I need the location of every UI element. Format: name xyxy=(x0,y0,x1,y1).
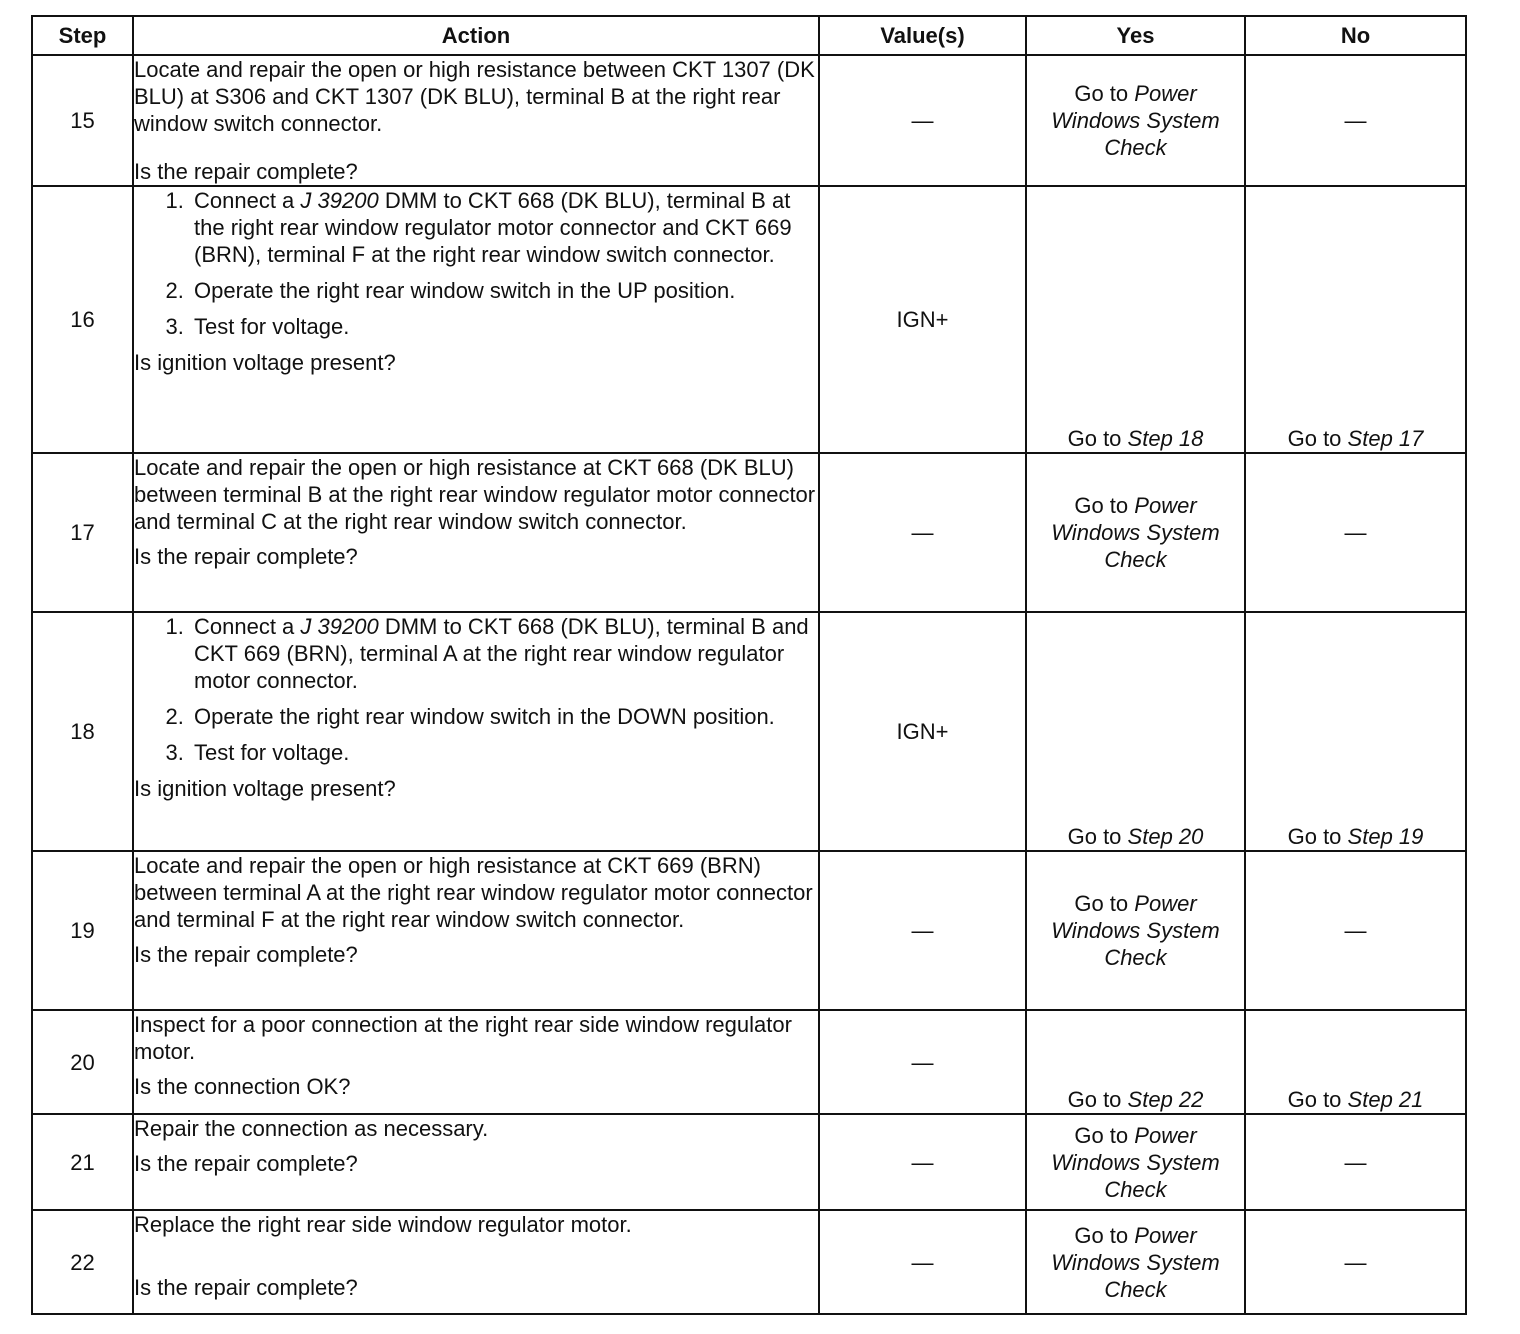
no-text: — xyxy=(1344,918,1367,943)
yes-cell xyxy=(1026,851,1245,1010)
action-step: 2. Operate the right rear window switch in the DOWN position. xyxy=(190,703,818,730)
step-number: 15 xyxy=(32,55,133,186)
yes-cell xyxy=(1026,1210,1245,1314)
no-cell xyxy=(1245,1114,1466,1210)
table-row xyxy=(32,1210,1466,1314)
action-question: Is the repair complete? xyxy=(134,942,358,967)
yes-prefix: Go to xyxy=(1074,1222,1129,1248)
no-prefix: Go to xyxy=(1287,1087,1342,1112)
action-step: 3. Test for voltage. xyxy=(190,739,818,766)
yes-cell xyxy=(1026,55,1245,186)
no-cell xyxy=(1245,453,1466,612)
action-question: Is ignition voltage present? xyxy=(134,776,396,801)
yes-ref: Power Windows System Check xyxy=(1051,891,1220,970)
step-number: 21 xyxy=(32,1114,133,1210)
step-number: 22 xyxy=(32,1210,133,1314)
yes-prefix: Go to xyxy=(1074,81,1129,106)
step-number: 17 xyxy=(32,453,133,612)
action-cell xyxy=(133,55,819,186)
header-yes: Yes xyxy=(1026,16,1245,55)
yes-ref: Step 22 xyxy=(1127,1087,1204,1112)
yes-cell xyxy=(1026,1114,1245,1210)
header-row xyxy=(32,16,1466,55)
no-cell xyxy=(1245,851,1466,1010)
yes-cell xyxy=(1026,453,1245,612)
value-cell: — xyxy=(819,1010,1026,1114)
action-steps xyxy=(134,187,818,340)
header-step: Step xyxy=(32,16,133,55)
action-question: Is the repair complete? xyxy=(134,1275,358,1300)
action-question: Is ignition voltage present? xyxy=(134,350,396,375)
value-cell: — xyxy=(819,1114,1026,1210)
yes-ref: Step 18 xyxy=(1127,426,1204,451)
yes-prefix: Go to xyxy=(1074,1122,1129,1148)
yes-prefix: Go to xyxy=(1074,493,1129,518)
action-text: Locate and repair the open or high resistance between CKT 1307 (DK BLU) at S306 and CKT 1307 (DK BLU), terminal B at the right rear window switch connector. xyxy=(134,57,815,136)
action-cell xyxy=(133,186,819,453)
yes-ref: Power Windows System Check xyxy=(1051,81,1220,160)
action-question: Is the repair complete? xyxy=(134,159,358,184)
no-ref: Step 19 xyxy=(1347,824,1424,849)
table-row xyxy=(32,186,1466,453)
action-question: Is the repair complete? xyxy=(134,544,358,569)
value-cell: IGN+ xyxy=(819,186,1026,453)
header-action: Action xyxy=(133,16,819,55)
header-values: Value(s) xyxy=(819,16,1026,55)
step-number: 19 xyxy=(32,851,133,1010)
action-cell xyxy=(133,1210,819,1314)
action-text: Repair the connection as necessary. xyxy=(134,1116,489,1141)
action-steps xyxy=(134,613,818,766)
yes-prefix: Go to xyxy=(1067,426,1122,451)
no-ref: Step 21 xyxy=(1347,1087,1424,1112)
action-text: Replace the right rear side window regulator motor. xyxy=(134,1212,632,1237)
action-cell xyxy=(133,453,819,612)
no-cell xyxy=(1245,55,1466,186)
table-row xyxy=(32,1114,1466,1210)
table-row xyxy=(32,453,1466,612)
no-text: — xyxy=(1344,108,1367,133)
step-number: 18 xyxy=(32,612,133,851)
action-text: Inspect for a poor connection at the right rear side window regulator motor. xyxy=(134,1012,792,1064)
action-cell xyxy=(133,1114,819,1210)
no-cell xyxy=(1245,186,1466,453)
table-row xyxy=(32,612,1466,851)
yes-ref: Step 20 xyxy=(1127,824,1204,849)
diagnostic-table xyxy=(31,15,1467,1315)
action-step: 1. Connect a J 39200 DMM to CKT 668 (DK BLU), terminal B and CKT 669 (BRN), terminal A at the right rear window regulator motor connector. xyxy=(190,613,818,694)
yes-prefix: Go to xyxy=(1067,824,1122,849)
no-text: — xyxy=(1344,520,1367,545)
action-question: Is the repair complete? xyxy=(134,1151,358,1176)
yes-ref: Power Windows System Check xyxy=(1051,1222,1220,1302)
no-cell xyxy=(1245,1010,1466,1114)
action-cell xyxy=(133,851,819,1010)
no-prefix: Go to xyxy=(1287,426,1342,451)
action-question: Is the connection OK? xyxy=(134,1074,351,1099)
value-cell: IGN+ xyxy=(819,612,1026,851)
yes-cell xyxy=(1026,186,1245,453)
action-step: 1. Connect a J 39200 DMM to CKT 668 (DK BLU), terminal B at the right rear window regulator motor connector and CKT 669 (BRN), terminal F at the right rear window switch connector. xyxy=(190,187,818,268)
no-cell xyxy=(1245,612,1466,851)
action-cell xyxy=(133,1010,819,1114)
action-step: 3. Test for voltage. xyxy=(190,313,818,340)
value-cell: — xyxy=(819,1210,1026,1314)
yes-cell xyxy=(1026,612,1245,851)
no-ref: Step 17 xyxy=(1347,426,1424,451)
table-row xyxy=(32,1010,1466,1114)
yes-prefix: Go to xyxy=(1067,1087,1122,1112)
table-row xyxy=(32,55,1466,186)
table-row xyxy=(32,851,1466,1010)
header-no: No xyxy=(1245,16,1466,55)
value-cell: — xyxy=(819,55,1026,186)
step-number: 20 xyxy=(32,1010,133,1114)
action-text: Locate and repair the open or high resistance at CKT 669 (BRN) between terminal A at the right rear window regulator motor connector and terminal F at the right rear window switch connector. xyxy=(134,853,813,932)
yes-prefix: Go to xyxy=(1074,891,1129,916)
value-cell: — xyxy=(819,851,1026,1010)
action-step: 2. Operate the right rear window switch in the UP position. xyxy=(190,277,818,304)
yes-ref: Power Windows System Check xyxy=(1051,493,1220,572)
value-cell: — xyxy=(819,453,1026,612)
no-text: — xyxy=(1344,1149,1367,1175)
no-prefix: Go to xyxy=(1287,824,1342,849)
yes-ref: Power Windows System Check xyxy=(1051,1122,1220,1202)
action-cell xyxy=(133,612,819,851)
yes-cell xyxy=(1026,1010,1245,1114)
no-text: — xyxy=(1344,1249,1367,1275)
step-number: 16 xyxy=(32,186,133,453)
no-cell xyxy=(1245,1210,1466,1314)
action-text: Locate and repair the open or high resistance at CKT 668 (DK BLU) between terminal B at the right rear window regulator motor connector and terminal C at the right rear window switch connector. xyxy=(134,455,816,534)
